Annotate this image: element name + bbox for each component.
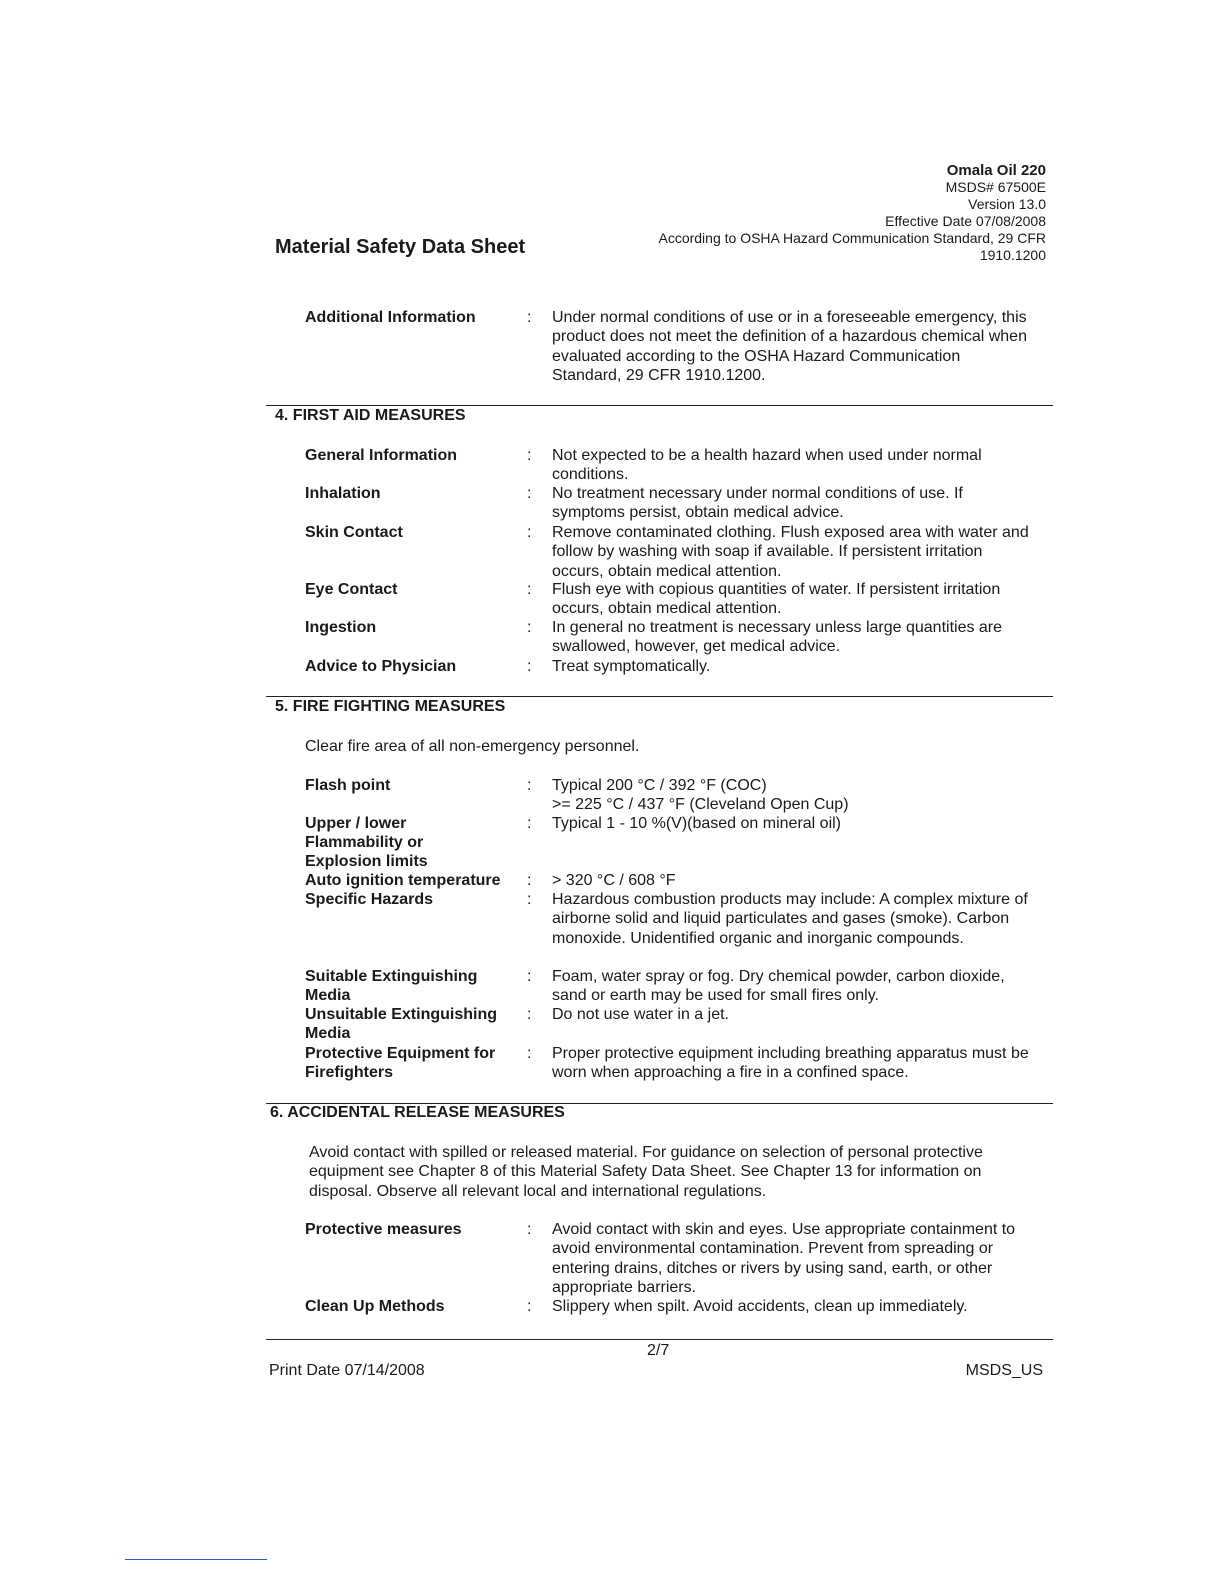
- first-aid-value: Remove contaminated clothing. Flush exposed area with water and follow by washing with soap if available. If persistent irritation occurs, obtain medical attention.: [552, 524, 1029, 580]
- colon: :: [527, 619, 532, 636]
- footer-divider: [266, 1339, 1053, 1340]
- release-label: Protective measures: [305, 1221, 462, 1238]
- release-intro: Avoid contact with spilled or released material. For guidance on selection of personal protective equipment see Chapter 8 of this Material Safety Data Sheet. See Chapter 13 for information on disposal. Observe all relevant local and international regulations.: [309, 1144, 983, 1200]
- standard-line-2: 1910.1200: [979, 247, 1046, 263]
- fire-value: Typical 1 - 10 %(V)(based on mineral oil): [552, 815, 842, 832]
- fire-value: Foam, water spray or fog. Dry chemical powder, carbon dioxide, sand or earth may be used for small fires only.: [552, 968, 1005, 1005]
- colon: :: [527, 777, 532, 794]
- print-date: Print Date 07/14/2008: [269, 1362, 425, 1379]
- document-title: Material Safety Data Sheet: [275, 236, 526, 258]
- first-aid-value: In general no treatment is necessary unless large quantities are swallowed, however, get medical advice.: [552, 619, 1003, 656]
- fire-intro: Clear fire area of all non-emergency personnel.: [305, 738, 640, 755]
- fire-label: Upper / lower Flammability or Explosion limits: [305, 815, 428, 870]
- first-aid-value: Flush eye with copious quantities of water. If persistent irritation occurs, obtain medical attention.: [552, 581, 1001, 618]
- first-aid-label: Eye Contact: [305, 581, 398, 598]
- standard-line-1: According to OSHA Hazard Communication Standard, 29 CFR: [658, 230, 1046, 246]
- additional-info-label: Additional Information: [305, 309, 476, 326]
- first-aid-value: Not expected to be a health hazard when used under normal conditions.: [552, 447, 982, 484]
- colon: :: [527, 658, 532, 675]
- first-aid-value: No treatment necessary under normal conditions of use. If symptoms persist, obtain medical advice.: [552, 485, 963, 522]
- fire-value: > 320 °C / 608 °F: [552, 872, 676, 889]
- colon: :: [527, 1298, 532, 1315]
- section-title-accidental-release: 6. ACCIDENTAL RELEASE MEASURES: [270, 1104, 565, 1121]
- fire-value: Do not use water in a jet.: [552, 1006, 729, 1023]
- colon: :: [527, 891, 532, 908]
- effective-date: Effective Date 07/08/2008: [885, 213, 1046, 229]
- header-meta: [658, 162, 1046, 264]
- section-divider: [266, 696, 1053, 697]
- fire-label: Protective Equipment for Firefighters: [305, 1045, 496, 1081]
- first-aid-value: Treat symptomatically.: [552, 658, 711, 675]
- version: Version 13.0: [968, 196, 1046, 212]
- release-label: Clean Up Methods: [305, 1298, 445, 1315]
- fire-label: Specific Hazards: [305, 891, 434, 908]
- release-value: Slippery when spilt. Avoid accidents, clean up immediately.: [552, 1298, 968, 1315]
- fire-value: Proper protective equipment including breathing apparatus must be worn when approaching a fire in a confined space.: [552, 1045, 1029, 1082]
- first-aid-label: Advice to Physician: [305, 658, 457, 675]
- first-aid-label: Skin Contact: [305, 524, 403, 541]
- fire-label: Auto ignition temperature: [305, 872, 501, 889]
- first-aid-label: Inhalation: [305, 485, 381, 502]
- fire-label: Unsuitable Extinguishing Media: [305, 1006, 498, 1042]
- release-value: Avoid contact with skin and eyes. Use appropriate containment to avoid environmental contamination. Prevent from spreading or entering drains, ditches or rivers by using sand, earth, or other appropriate barriers.: [552, 1221, 1016, 1296]
- colon: :: [527, 872, 532, 889]
- section-divider: [266, 405, 1053, 406]
- colon: :: [527, 1221, 532, 1238]
- first-aid-label: General Information: [305, 447, 458, 464]
- colon: :: [527, 524, 532, 541]
- fire-value: Hazardous combustion products may include: A complex mixture of airborne solid and liquid particulates and gases (smoke). Carbon monoxide. Unidentified organic and inorganic compounds.: [552, 891, 1028, 947]
- first-aid-label: Ingestion: [305, 619, 377, 636]
- colon: :: [527, 1045, 532, 1062]
- colon: :: [527, 1006, 532, 1023]
- footer-code: MSDS_US: [965, 1362, 1043, 1379]
- colon: :: [527, 447, 532, 464]
- colon: :: [527, 485, 532, 502]
- msds-number: MSDS# 67500E: [945, 179, 1046, 195]
- footnote-separator: [125, 1559, 267, 1560]
- product-name: Omala Oil 220: [946, 162, 1046, 179]
- colon: :: [527, 309, 532, 326]
- additional-info-value: Under normal conditions of use or in a foreseeable emergency, this product does not meet the definition of a hazardous chemical when evaluated according to the OSHA Hazard Communication Standard, 29 CFR 1910.1200.: [552, 309, 1027, 384]
- section-title-first-aid: 4. FIRST AID MEASURES: [275, 407, 466, 424]
- flash-point-cleveland: >= 225 °C / 437 °F (Cleveland Open Cup): [552, 796, 849, 814]
- colon: :: [527, 815, 532, 832]
- colon: :: [527, 581, 532, 598]
- colon: :: [527, 968, 532, 985]
- section-title-fire-fighting: 5. FIRE FIGHTING MEASURES: [275, 698, 506, 715]
- fire-label: Flash point: [305, 777, 391, 794]
- fire-label: Suitable Extinguishing Media: [305, 968, 478, 1004]
- page-number: 2/7: [647, 1342, 670, 1359]
- fire-value: [552, 776, 1032, 815]
- flash-point-coc: Typical 200 °C / 392 °F (COC): [552, 777, 767, 794]
